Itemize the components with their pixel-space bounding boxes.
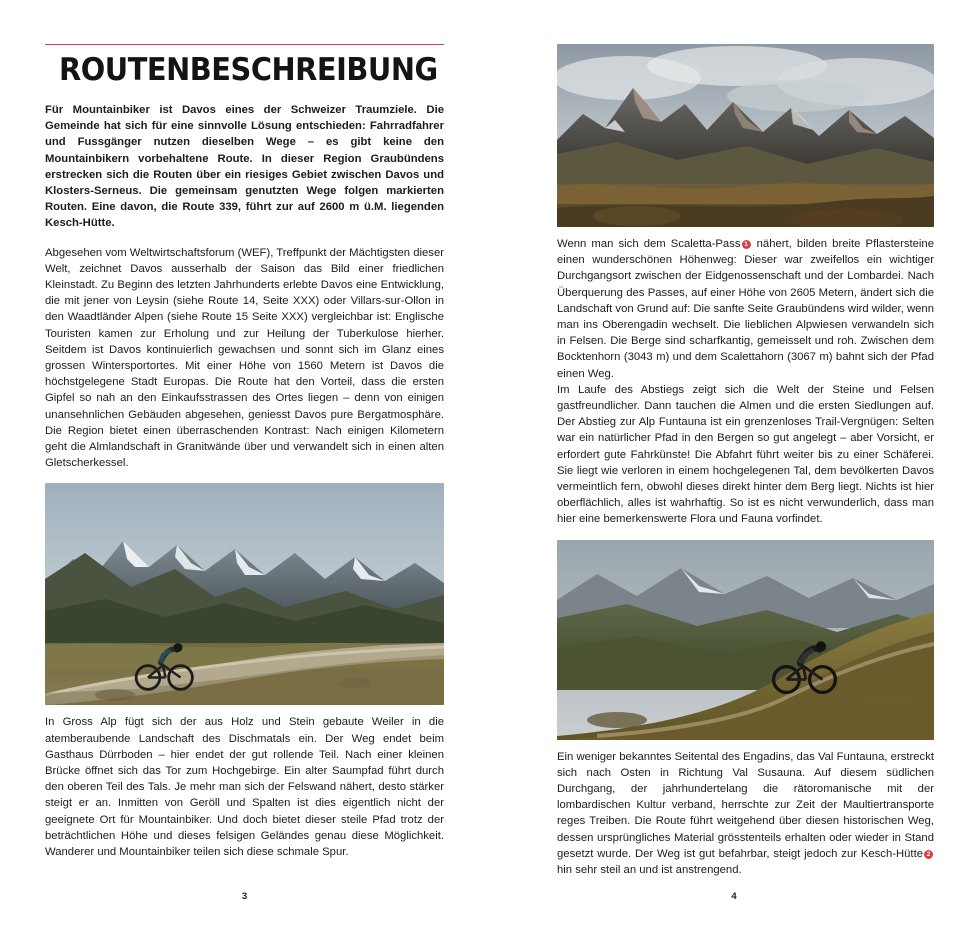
photo-dischmatal (45, 483, 444, 705)
photo-funtauna (557, 540, 934, 740)
route-marker-2: 2 (924, 850, 933, 859)
photo-dischmatal-image (45, 483, 444, 705)
photo-caption-left: In Gross Alp fügt sich der aus Holz und Stein gebaute Weiler in die atemberaubende Landschaft des Dischmatals ein. Der Weg endet beim Gasthaus Dürrboden – hier endet der gut rollende Teil. Nach einer kleinen Brücke öffnet sich das Tor zum Hochgebirge. Ein alter Saumpfad führt durch den oberen Teil des Tals. Je mehr man sich der Felswand nähert, desto stärker steigt er an. Inmitten von Geröll und Spalten ist dies eigentlich nicht der geeignete Ort für Mountainbiker. Und doch bietet dieser steile Pfad trotz der beträchtlichen Höhe und dieses felsigen Geländes genau diese Möglichkeit. Wanderer und Mountainbiker teilen sich diese schmale Spur. (45, 716, 444, 859)
folio-right: 4 (731, 891, 737, 902)
photo-scaletta-image (557, 44, 934, 227)
paragraph-scaletta-start: Wenn man sich dem Scaletta-Pass (557, 238, 741, 250)
paragraph-scaletta-rest: nähert, bilden breite Pflastersteine einen wunderschönen Höhenweg: Dieser war zweifellos ein wichtiger Durchgangsort zwischen der Eidgenossenschaft und der Lombardei. Nach Überquerung des Passes, auf einer Höhe von 2605 Metern, ändert sich die Landschaft von Grund auf: Die sanfte Seite Graubündens wird wilder, wenn man ins Oberengadin wechselt. Die lieblichen Alpwiesen verwandeln sich in Felsen. Die Berge sind scharfkantig, gemeisselt und roh. Zwischen dem Bocktenhorn (3043 m) und dem Scalettahorn (3067 m) bahnt sich der Pfad einen Weg. (557, 238, 934, 380)
lead-paragraph: Für Mountainbiker ist Davos eines der Schweizer Traumziele. Die Gemeinde hat sich für eine sinnvolle Lösung entschieden: Fahrradfahrer und Fussgänger nutzen dieselben Wege – es gibt keine den Mountainbikern vorbehaltene Route. In dieser Region Graubündens erstrecken sich die Routen über ein riesiges Gebiet zwischen Davos und Klosters-Serneus. Die gemeinsam genutzten Wege folgen markierten Routen. Eine davon, die Route 339, führt zur auf 2600 m ü.M. liegenden Kesch-Hütte. (45, 104, 444, 230)
photo-funtauna-image (557, 540, 934, 740)
paragraph-valfuntauna-pre: Ein weniger bekanntes Seitental des Engadins, das Val Funtauna, erstreckt sich nach Osten in Richtung Val Susauna. Auf diesem südlichen Durchgang, der jahrhundertelang die rätoromanische mit der lombardischen Kultur verband, herrschte zur Zeit der Maultiertransporte reges Treiben. Die Route führt weitgehend über diesen historischen Weg, dessen ursprüngliches Material grösstenteils erhalten oder wieder in Stand gesetzt wurde. Der Weg ist gut befahrbar, steigt jedoch zur Kesch-Hütte (557, 750, 934, 860)
paragraph-valfuntauna-post: hin sehr steil an und ist anstrengend. (557, 864, 742, 877)
photo-scaletta (557, 44, 934, 227)
paragraph-scaletta (557, 236, 934, 382)
page-title: ROUTENBESCHREIBUNG (58, 52, 438, 88)
body-paragraph: Abgesehen vom Weltwirtschaftsforum (WEF), Treffpunkt der Mächtigsten dieser Welt, zeichnet Davos ausserhalb der Saison das Bild einer friedlichen Kleinstadt. Zu Beginn des letzten Jahrhunderts erlebte Davos eine Entwicklung, die mit jener von Leysin (siehe Route 14, Seite XXX) oder Villars-sur-Ollon in den Waadtländer Alpen (siehe Route 15 Seite XXX) vergleichbar ist: Englische Touristen kamen zur Erholung und zur Heilung der Tuberkulose hierher. Seitdem ist Davos kontinuierlich gewachsen und sonnt sich im Glanz eines grossen Wintersportortes. Mit einer Höhe von 1560 Metern ist Davos die höchstgelegene Stadt Europas. Die Route hat den Vorteil, dass die ersten Gipfel so nah an den Einkaufsstrassen des Ortes liegen – denn von einigen unansehnlichen Gebäuden abgesehen, geniesst Davos pure Bergatmosphäre. Die Region bietet einen überraschenden Kontrast: Nach einigen Kilometern geht die Almlandschaft in Granitwände über und verwandelt sich in einen alten Gletscherkessel. (45, 246, 444, 470)
folio-left: 3 (241, 891, 248, 902)
page-right (489, 0, 979, 929)
page-left (0, 0, 489, 929)
route-marker-1: 1 (742, 240, 751, 249)
paragraph-valfuntauna (557, 749, 934, 879)
paragraph-abstieg: Im Laufe des Abstiegs zeigt sich die Welt der Steine und Felsen gastfreundlicher. Dann tauchen die Almen und die ersten Siedlungen auf. Der Abstieg zur Alp Funtauna ist ein grenzenloses Trail-Vergnügen: Selten war ein natürlicher Pfad in den Bergen so gut angelegt – aber Vorsicht, er erfordert gute Fahrkünste! Die Abfahrt führt weiter bis zu einer Schäferei. Sie liegt wie verloren in einem hochgelegenen Tal, dem bevölkerten Davos vermeintlich fern, obwohl dieses direkt hinter dem Berg liegt. Nichts ist hier oberflächlich, alles ist wahrhaftig. So ist es nicht verwunderlich, dass man hier eine bemerkenswerte Flora und Fauna vorfindet. (557, 383, 934, 526)
title-rule (45, 44, 444, 45)
